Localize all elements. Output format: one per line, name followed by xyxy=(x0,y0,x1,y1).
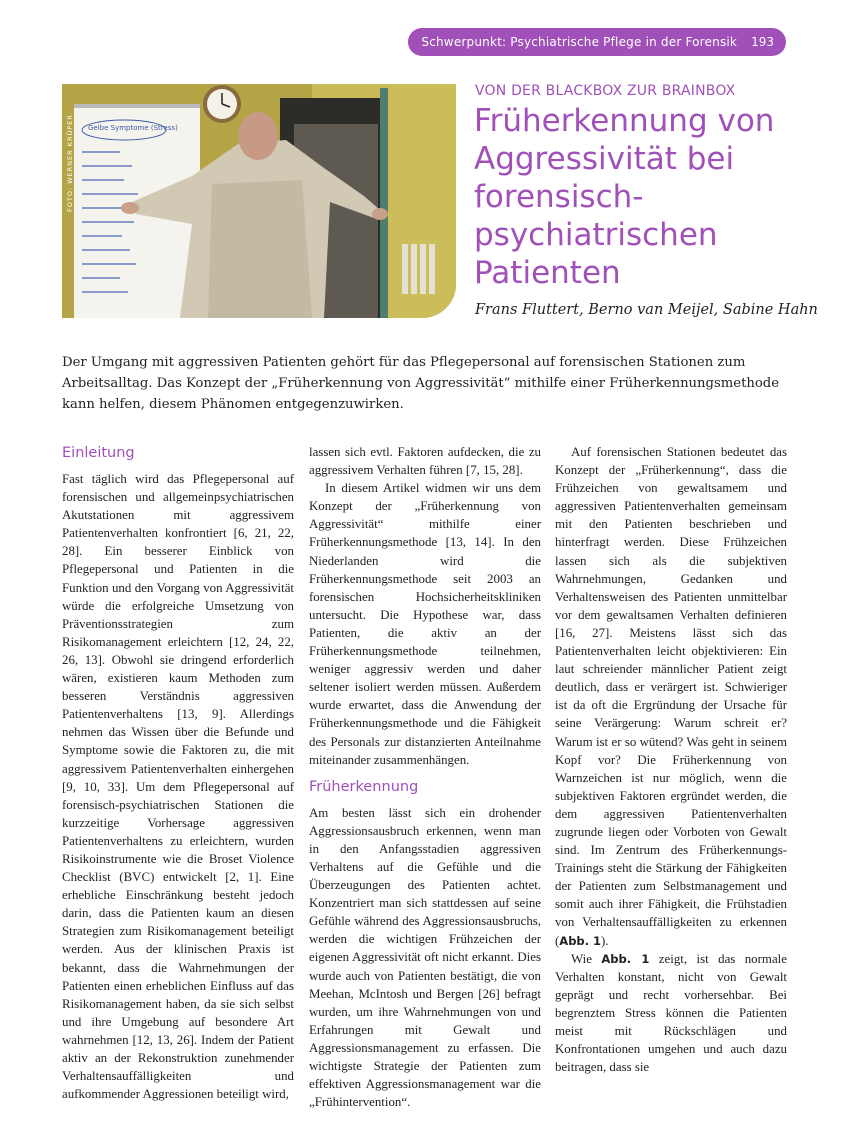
section-title: Schwerpunkt: Psychiatrische Pflege in der Forensik xyxy=(421,35,738,49)
paragraph: Am besten lässt sich ein drohender Aggressionsausbruch erkennen, wenn man in den Anfangsstadien aggressiven Verhaltens auf die Gefühle und die Überzeugungen des Patienten achtet. Konzentriert man sich stattdessen auf seine Gefühle während des Aggressionsausbruchs, werden die wichtigen Frühzeichen der eigenen Aggressivität oft nicht erkannt. Dies wurde auch von Patienten bestätigt, die von Meehan, McIntosh und Bergen [26] befragt wurden, um ihre Wahrnehmungen von und Erfahrungen mit Gewalt und Aggressionsmanagement zu erfassen. Die wichtigste Strategie der Patienten zum effektiven Aggressionsmanagement war die „Frühintervention“. xyxy=(309,805,541,1110)
paragraph-text: ). xyxy=(601,933,609,948)
text-column-2 xyxy=(309,443,541,1111)
photo-credit: FOTO: WERNER KRÜPER xyxy=(66,114,74,212)
section-heading-einleitung: Einleitung xyxy=(62,445,135,461)
text-column-3 xyxy=(555,443,787,1076)
flipchart-heading: Gelbe Symptome (Stress) xyxy=(88,124,178,132)
paragraph-text: Wie xyxy=(571,951,592,966)
figure-reference: Abb. 1 xyxy=(601,951,650,966)
paragraph-text: Auf forensischen Stationen bedeutet das Konzept der „Früherkennung“, dass die Frühzeichen von gewaltsamem und aggressiven Patientenverhalten gemeinsam mit den Patienten beschrieben und hinterfragt werden. Diese Frühzeichen lassen sich als die subjektiven Wahrnehmungen, Gedanken und Verhaltensweisen des Patienten unmittelbar vor dem gewaltsamen Verhalten definieren [16, 27]. Meistens lässt sich das Patientenverhalten leicht objektivieren: Ein laut schreiender männlicher Patient zeigt deutlich, dass er verärgert ist. Schwieriger ist da oft die Ergründung der Ursache für seine Verärgerung: Warum schreit er? Warum ist er so wütend? Was geht in seinem Kopf vor? Die Früherkennung von Warnzeichen ist nur möglich, wenn die subjektiven Faktoren ergründet werden, die dem aggressiven Patientenverhalten zugrunde liegen oder Vorboten von Gewalt sind. Im Zentrum des Früherkennungs-Trainings steht die Stärkung der Fähigkeiten der Patienten zum Selbstmanagement und somit auch ihrer Fähigkeit, die Frühstadien von Verhaltensauffälligkeiten zu erkennen xyxy=(555,445,787,930)
article-kicker: VON DER BLACKBOX ZUR BRAINBOX xyxy=(475,83,736,99)
paragraph: Fast täglich wird das Pflegepersonal auf forensischen und allgemeinpsychiatrischen Akutstationen mit aggressivem Patientenverhalten konfrontiert [6, 21, 22, 28]. Ein besserer Einblick von Pflegepersonal und Patienten in die Funktion und den Vorgang von Aggressivität würde die erfolgreiche Umsetzung von Präventionsstrategien zum Risikomanagement erleichtern [12, 24, 22, 26, 13]. Obwohl sie dringend erforderlich wären, existieren kaum Methoden zum besseren Verständnis aggressiven Patientenverhaltens [13, 9]. Allerdings nehmen das Wissen über die Befunde und Symptome sowie die Faktoren zu, die mit aggressivem Patientenverhalten einhergehen [9, 10, 33]. Um dem Pflegepersonal auf forensisch-psychiatrischen Stationen die kurzzeitige Vorhersage aggressiven Patientenverhaltens zu erleichtern, wurden Risikoinstrumente wie die Broset Violence Checklist (BVC) entwickelt [2, 1]. Eine erhebliche Einschränkung besteht jedoch darin, dass die Patienten kaum an diesen Strategien zum Risikomanagement beteiligt werden. Aus der klinischen Praxis ist bekannt, dass die Wahrnehmungen der Patienten einen erheblichen Einfluss auf das Risikomanagement haben, da sie sich selbst und ihre Umgebung auf besondere Art wahrnehmen [12, 13, 26]. Indem der Patient aktiv an der Rekonstruktion zunehmender Verhaltensauffälligkeiten und aufkommender Aggressionen beteiligt wird, xyxy=(62,472,294,1102)
section-heading-frueherkennung: Früherkennung xyxy=(309,778,419,795)
article-photo xyxy=(62,84,456,318)
paragraph-text: zeigt, ist das normale Verhalten konstant, nicht von Gewalt geprägt und recht vorhersehbar. Bei begrenztem Stress können die Patienten meist mit Rückschlägen und Konfrontationen umgehen und auch dazu beitragen, dass sie xyxy=(555,951,787,1075)
paragraph xyxy=(555,950,787,1077)
article-authors: Frans Fluttert, Berno van Meijel, Sabine Hahn xyxy=(475,302,818,318)
article-title: Früherkennung von Aggressivität bei forensisch-psychiatrischen Patienten xyxy=(474,103,775,291)
running-header xyxy=(408,28,786,56)
figure-reference: Abb. 1 xyxy=(559,933,602,948)
paragraph: lassen sich evtl. Faktoren aufdecken, die zu aggressivem Verhalten führen [7, 15, 28]. xyxy=(309,445,541,478)
paragraph: Auf forensischen Stationen bedeutet das Konzept der „Früherkennung“, dass die Frühzeichen von gewaltsamem und aggressiven Patientenverhalten gemeinsam mit den Patienten beschrieben und hinterfragt werden. Diese Frühzeichen lassen sich als die subjektiven Wahrnehmungen, Gedanken und Verhaltensweisen des Patienten unmittelbar vor dem gewaltsamen Verhalten definieren [16, 27]. Meistens lässt sich das Patientenverhalten leicht objektivieren: Ein laut schreiender männlicher Patient zeigt deutlich, dass er verärgert ist. Schwieriger ist da oft die Ergründung der Ursache für seine Verärgerung: Warum schreit er? Warum ist er so wütend? Was geht in seinem Kopf vor? Die Früherkennung von Warnzeichen ist nur möglich, wenn die subjektiven Faktoren ergründet werden, die dem aggressiven Patientenverhalten zugrunde liegen oder Vorboten von Gewalt sind. Im Zentrum des Früherkennungs-Trainings steht die Stärkung der Fähigkeiten der Patienten zum Selbstmanagement und somit auch ihrer Fähigkeit, die Frühstadien von Verhaltensauffälligkeiten zu erkennen (Abb. 1). xyxy=(555,445,787,948)
page-number: 193 xyxy=(751,35,774,49)
paragraph: In diesem Artikel widmen wir uns dem Konzept der „Früherkennung von Aggressivität“ mithilfe einer Früherkennungsmethode [13, 14]. In den Niederlanden wird die Früherkennungsmethode seit 2003 an forensischen Hochsicherheitskliniken untersucht. Die Hypothese war, dass Patienten, die aktiv an der Früherkennungsmethode teilnehmen, weniger aggressiv werden und daher seltener isoliert werden müssen. Außerdem wurde erwartet, dass die Anwendung der Früherkennungsmethode und die Fähigkeit des Personals zur distanzierten Anteilnahme miteinander zusammenhängen. xyxy=(309,481,541,767)
article-lead: Der Umgang mit aggressiven Patienten gehört für das Pflegepersonal auf forensischen Stationen zum Arbeitsalltag. Das Konzept der „Früherkennung von Aggressivität“ mithilfe einer Früherkennungsmethode kann helfen, diesem Phänomen entgegenzuwirken. xyxy=(62,355,780,412)
text-column-1 xyxy=(62,443,294,1103)
